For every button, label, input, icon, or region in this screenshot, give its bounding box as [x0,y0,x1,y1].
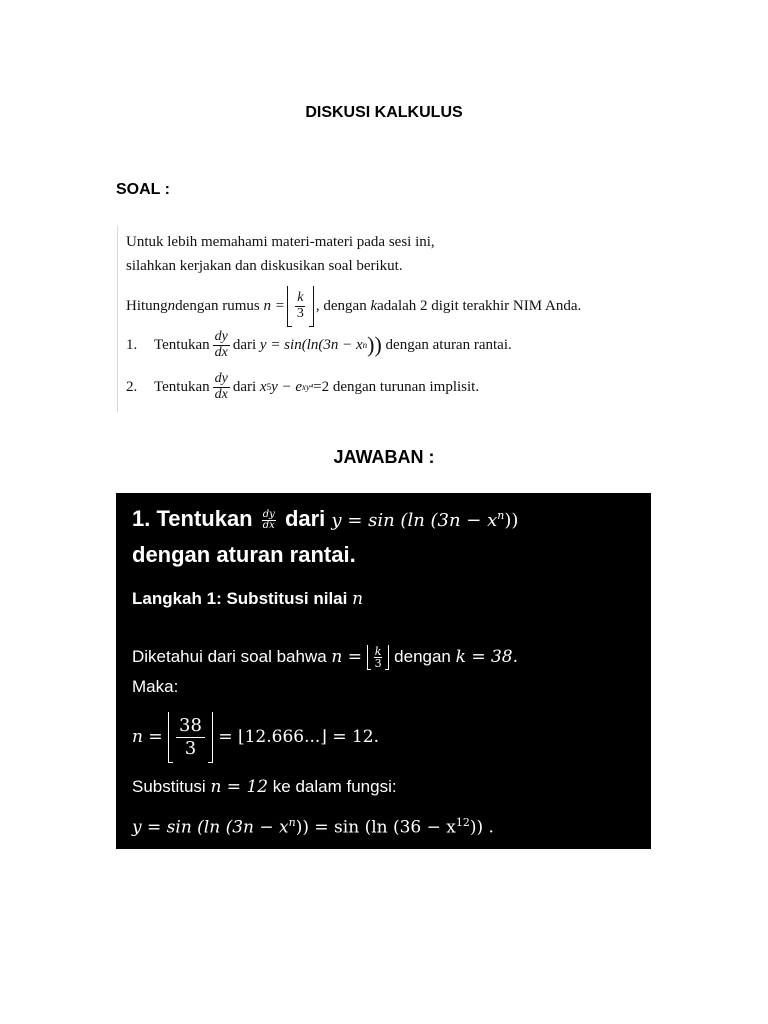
question-item-2 [126,372,479,402]
soal-heading: SOAL : [116,181,170,198]
answer-heading-line-2: dengan aturan rantai. [132,542,356,567]
line3-eq: n = [263,298,285,314]
question-image [117,226,626,412]
final-expression: y = sin (ln $(3n - x^n)) = \sin (\ln$ $(36 - x^{12})$) . [132,816,494,838]
item1-prefix: Tentukan [154,336,210,353]
k-over-3-fraction: $\frac{k}{3}$ [296,290,304,321]
item2-e-exponent: xy⁴ [302,382,314,393]
item1-mid: dari [232,336,257,353]
item1-suffix: dengan aturan rantai. [385,336,512,353]
question-item-1 [126,330,512,360]
answer-image [116,493,651,849]
line3-kvar: k [370,298,378,314]
item2-suffix: dengan turunan implisit. [332,378,480,395]
item2-eq: =2 [313,378,330,395]
item1-expression: y = sin(ln(3n − x [259,336,363,353]
calc-floor: $\frac{38}{3}$ [168,712,213,763]
item2-mid: dari [232,378,257,395]
answer-heading-derivative: $\frac{dy}{dx}$ [262,508,275,531]
item2-x: x [259,378,267,395]
maka-line: Maka: [132,677,179,696]
item2-y: y − e [271,378,303,395]
answer-heading [132,499,518,572]
item1-number: 1. [126,336,138,353]
line3-after: , dengan [315,298,367,314]
item1-derivative: $\frac{dy}{dx}$ [214,329,228,360]
item2-x-exponent: 5 [266,382,272,393]
floor-bracket [287,286,314,327]
item2-prefix: Tentukan [154,378,210,395]
known-floor: $\frac{k}{3}$ [367,645,390,670]
line3-mid: dengan rumus [175,298,260,314]
question-line-1: Untuk lebih memahami materi-materi pada sesi ini, [126,234,435,250]
answer-heading-line-1: 1. Tentukan $\frac{dy}{dx}$ dari y = sin (ln $(3n - x^n)$) [132,506,519,531]
line3-suffix: adalah 2 digit terakhir NIM Anda. [377,298,582,314]
known-line: Diketahui dari soal bahwa n = $\frac{k}{3}$ dengan k = 38. [132,645,518,671]
jawaban-heading: JAWABAN : [333,447,435,467]
calculation-line: n = $\frac{38}{3}$ = ⌊12.666...⌋ = 12. [132,709,379,765]
substitution-line: Substitusi n = 12 ke dalam fungsi: [132,777,397,797]
step-1-heading: Langkah 1: Substitusi nilai n [132,589,364,609]
line3-n: n [167,298,176,314]
item2-number: 2. [126,378,138,395]
item1-close: )) [367,332,382,358]
item1-exponent: n [362,340,368,351]
page-title: DISKUSI KALKULUS [305,104,463,121]
question-line-3 [126,286,581,327]
question-line-2: silahkan kerjakan dan diskusikan soal berikut. [126,258,403,274]
item2-derivative: $\frac{dy}{dx}$ [214,371,228,402]
line3-prefix: Hitung [126,298,168,314]
